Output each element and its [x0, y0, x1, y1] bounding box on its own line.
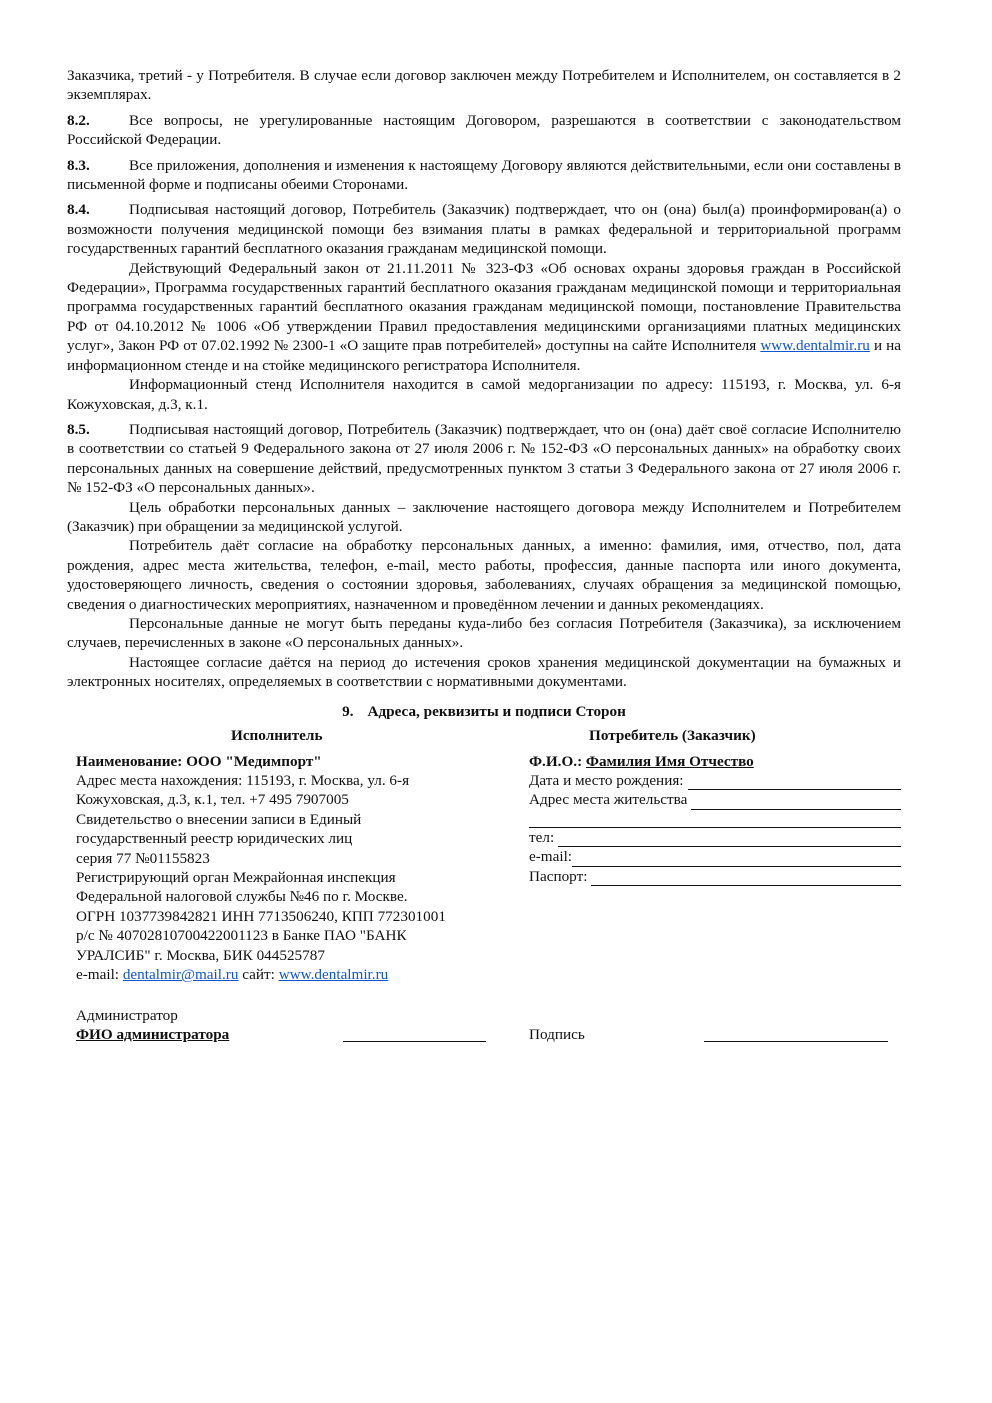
- birth-row: Дата и место рождения:: [529, 771, 901, 790]
- executor-name: Наименование: ООО "Медимпорт": [76, 752, 322, 770]
- section-9-heading: 9. Адреса, реквизиты и подписи Сторон: [342, 702, 626, 720]
- admin-signature-line[interactable]: [343, 1041, 486, 1042]
- transfer-paragraph: Персональные данные не могут быть переданы куда-либо без согласия Потребителя (Заказчика), за исключением случаев, перечисленных в законе «О персональных данных».: [67, 614, 901, 652]
- admin-fio: ФИО администратора: [76, 1026, 230, 1043]
- executor-line: Свидетельство о внесении записи в Единый: [76, 810, 362, 828]
- consent-scope-paragraph: Потребитель даёт согласие на обработку персональных данных, а именно: фамилия, имя, отчество, пол, дата рождения, адрес места жительства, телефон, e-mail, место работы, профессия, данные паспорта или иного документа, удостоверяющего личность, сведения о состоянии здоровья, заболеваниях, случаях обращения за медицинской помощью, сведения о диагностических мероприятиях, назначенном и проведённом лечении и данных рекомендациях.: [67, 537, 901, 613]
- executor-line: Регистрирующий орган Межрайонная инспекция: [76, 869, 396, 887]
- admin-signature-block: [76, 1006, 896, 1046]
- document-page: [67, 66, 901, 992]
- passport-row: Паспорт:: [529, 867, 901, 886]
- purpose-paragraph: Цель обработки персональных данных – заключение настоящего договора между Исполнителем и Потребителем (Заказчик) при обращении за медицинской услугой.: [67, 498, 901, 535]
- info-stand-paragraph: Информационный стенд Исполнителя находится в самой медорганизации по адресу: 115193, г. Москва, ул. 6-я Кожуховская, д.3, к.1.: [67, 376, 901, 413]
- phone-field[interactable]: [558, 831, 901, 847]
- period-paragraph: Настоящее согласие даётся на период до истечения сроков хранения медицинской документации на бумажных и электронных носителях, определяемых в соответствии с нормативными документами.: [67, 653, 901, 691]
- section-text: Все вопросы, не урегулированные настоящим Договором, разрешаются в соответствии с законодательством Российской Федерации.: [67, 111, 901, 149]
- parties-block: [67, 722, 901, 992]
- email-link[interactable]: dentalmir@mail.ru: [122, 966, 239, 984]
- executor-line: УРАЛСИБ" г. Москва, БИК 044525787: [76, 946, 325, 964]
- site-link[interactable]: www.dentalmir.ru: [278, 966, 389, 984]
- executor-line: серия 77 №01155823: [76, 849, 210, 867]
- section-text: Все приложения, дополнения и изменения к настоящему Договору являются действительными, если они составлены в письменной форме и подписаны обеими Сторонами.: [67, 156, 901, 194]
- phone-row: тел:: [529, 828, 901, 847]
- executor-heading: Исполнитель: [231, 726, 323, 744]
- section-number: 8.5.: [67, 420, 90, 438]
- consumer-details: [529, 752, 901, 886]
- executor-line: р/с № 40702810700422001123 в Банке ПАО "БАНК: [76, 927, 407, 945]
- website-link[interactable]: www.dentalmir.ru: [760, 337, 870, 355]
- section-number: 8.3.: [67, 156, 90, 174]
- executor-contacts: e-mail: dentalmir@mail.ru сайт: www.dentalmir.ru: [76, 966, 389, 984]
- executor-line: Федеральной налоговой службы №46 по г. Москве.: [76, 888, 408, 906]
- section-8-4: [67, 200, 901, 413]
- passport-field[interactable]: [591, 870, 901, 886]
- admin-label: Администратор: [76, 1007, 178, 1024]
- section-number: 8.2.: [67, 111, 90, 129]
- email-row: e-mail:: [529, 847, 901, 866]
- executor-line: Кожуховская, д.3, к.1, тел. +7 495 7907005: [76, 791, 349, 809]
- executor-line: Адрес места нахождения: 115193, г. Москва, ул. 6-я: [76, 772, 410, 789]
- section-number: 8.4.: [67, 201, 90, 219]
- section-8-3: [67, 156, 901, 195]
- laws-paragraph: Действующий Федеральный закон от 21.11.2011 № 323-ФЗ «Об основах охраны здоровья граждан в Российской Федерации», Программа государственных гарантий бесплатного оказания гражданам медицинской помощи и территориальная программа государственных гарантий бесплатного оказания гражданам медицинской помощи, постановление Правительства РФ от 04.10.2012 № 1006 «Об утверждении Правил предоставления медицинскими организациями платных медицинских услуг», Закон РФ от 07.02.1992 № 2300-1 «О защите прав потребителей» доступны на сайте Исполнителя www.dentalmir.ru и на информационном стенде и на стойке медицинского регистратора Исполнителя.: [67, 259, 902, 374]
- consumer-fio: Ф.И.О.: Фамилия Имя Отчество: [529, 752, 754, 770]
- address-field-continued[interactable]: [529, 810, 901, 828]
- address-field[interactable]: [691, 794, 901, 810]
- intro-paragraph: Заказчика, третий - у Потребителя. В случае если договор заключен между Потребителем и Исполнителем, он составляется в 2 экземплярах.: [67, 67, 901, 104]
- section-text: Подписывая настоящий договор, Потребитель (Заказчик) подтверждает, что он (она) даёт своё согласие Исполнителю в соответствии со статьей 9 Федерального закона от 27 июля 2006 г. № 152-ФЗ «О персональных данных» на обработку своих персональных данных на совершение действий, предусмотренных пунктом 3 статьи 3 Федерального закона от 27 июля 2006 г. № 152-ФЗ «О персональных данных».: [67, 420, 901, 497]
- email-field[interactable]: [572, 851, 901, 867]
- section-text: Подписывая настоящий договор, Потребитель (Заказчик) подтверждает, что он (она) был(а) проинформирован(а) о возможности получения медицинской помощи без взимания платы в рамках федеральной и территориальной программ государственных гарантий бесплатного оказания гражданам медицинской помощи.: [67, 201, 901, 258]
- birth-field[interactable]: [688, 774, 901, 790]
- section-8-5: [67, 420, 901, 692]
- signature-line[interactable]: [704, 1041, 888, 1042]
- executor-line: ОГРН 1037739842821 ИНН 7713506240, КПП 772301001: [76, 907, 446, 925]
- signature-label: Подпись: [529, 1026, 585, 1043]
- address-row: Адрес места жительства: [529, 790, 901, 809]
- section-8-2: [67, 111, 901, 150]
- consumer-fio-value: Фамилия Имя Отчество: [585, 752, 754, 770]
- executor-line: государственный реестр юридических лиц: [76, 830, 353, 848]
- consumer-heading: Потребитель (Заказчик): [589, 726, 756, 744]
- executor-details: [76, 752, 486, 985]
